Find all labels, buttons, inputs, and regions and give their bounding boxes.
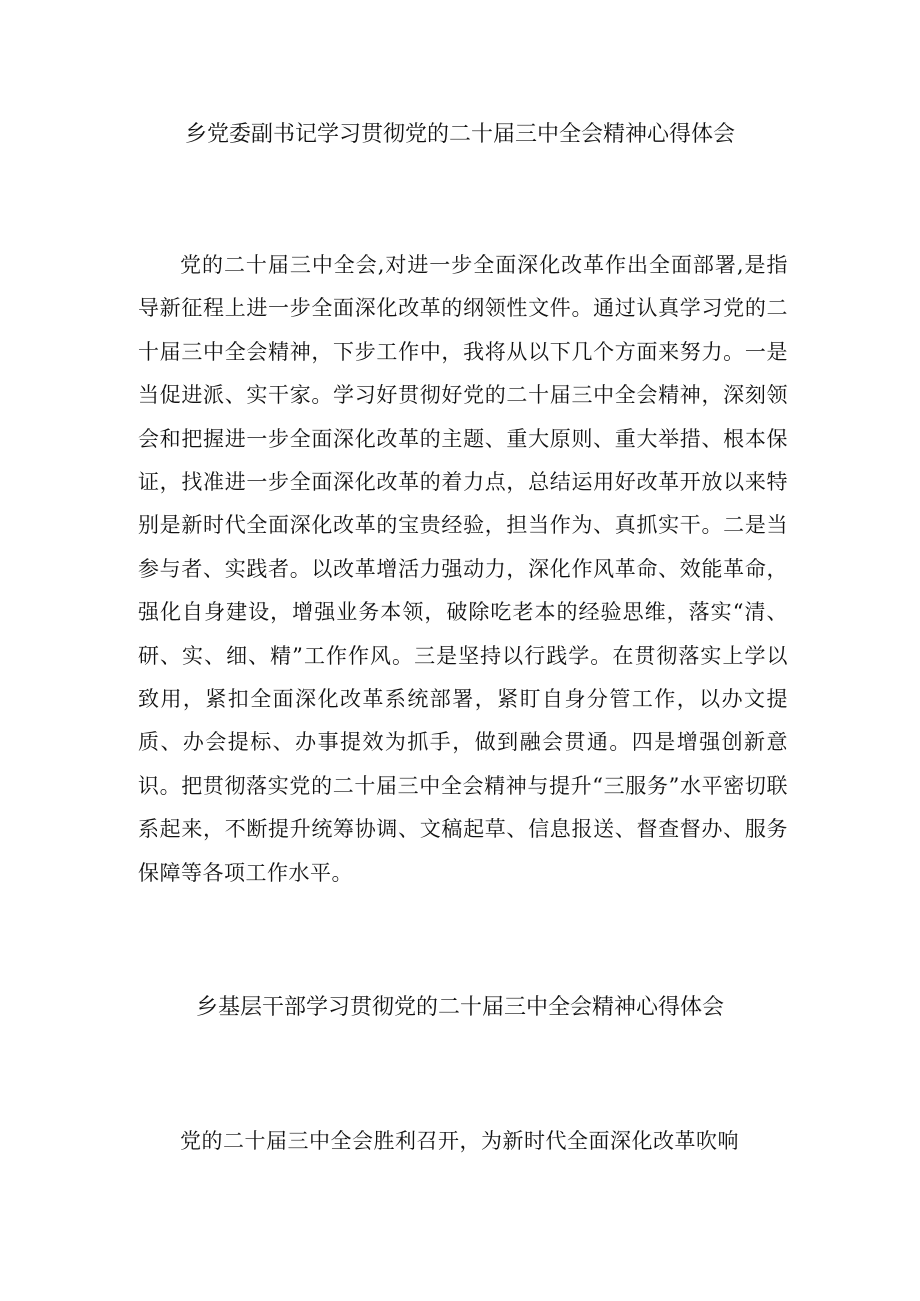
section-1-body: 党的二十届三中全会,对进一步全面深化改革作出全面部署,是指导新征程上进一步全面深化改革的纲领性文件。通过认真学习党的二十届三中全会精神，下步工作中，我将从以下几个方面来努力。一是当促进派、实干家。学习好贯彻好党的二十届三中全会精神，深刻领会和把握进一步全面深化改革的主题、重大原则、重大举措、根本保证，找准进一步全面深化改革的着力点，总结运用好改革开放以来特别是新时代全面深化改革的宝贵经验，担当作为、真抓实干。二是当参与者、实践者。以改革增活力强动力，深化作风革命、效能革命，强化自身建设，增强业务本领，破除吃老本的经验思维，落实“清、研、实、细、精”工作作风。三是坚持以行践学。在贯彻落实上学以致用，紧扣全面深化改革系统部署，紧盯自身分管工作，以办文提质、办会提标、办事提效为抓手，做到融会贯通。四是增强创新意识。把贯彻落实党的二十届三中全会精神与提升“三服务”水平密切联系起来，不断提升统筹协调、文稿起草、信息报送、督查督办、服务保障等各项工作水平。 — [138, 253, 788, 885]
section-1-title: 乡党委副书记学习贯彻党的二十届三中全会精神心得体会 — [184, 122, 735, 147]
section-2-title: 乡基层干部学习贯彻党的二十届三中全会精神心得体会 — [195, 995, 724, 1020]
section-2-body: 党的二十届三中全会胜利召开，为新时代全面深化改革吹响 — [180, 1129, 739, 1153]
